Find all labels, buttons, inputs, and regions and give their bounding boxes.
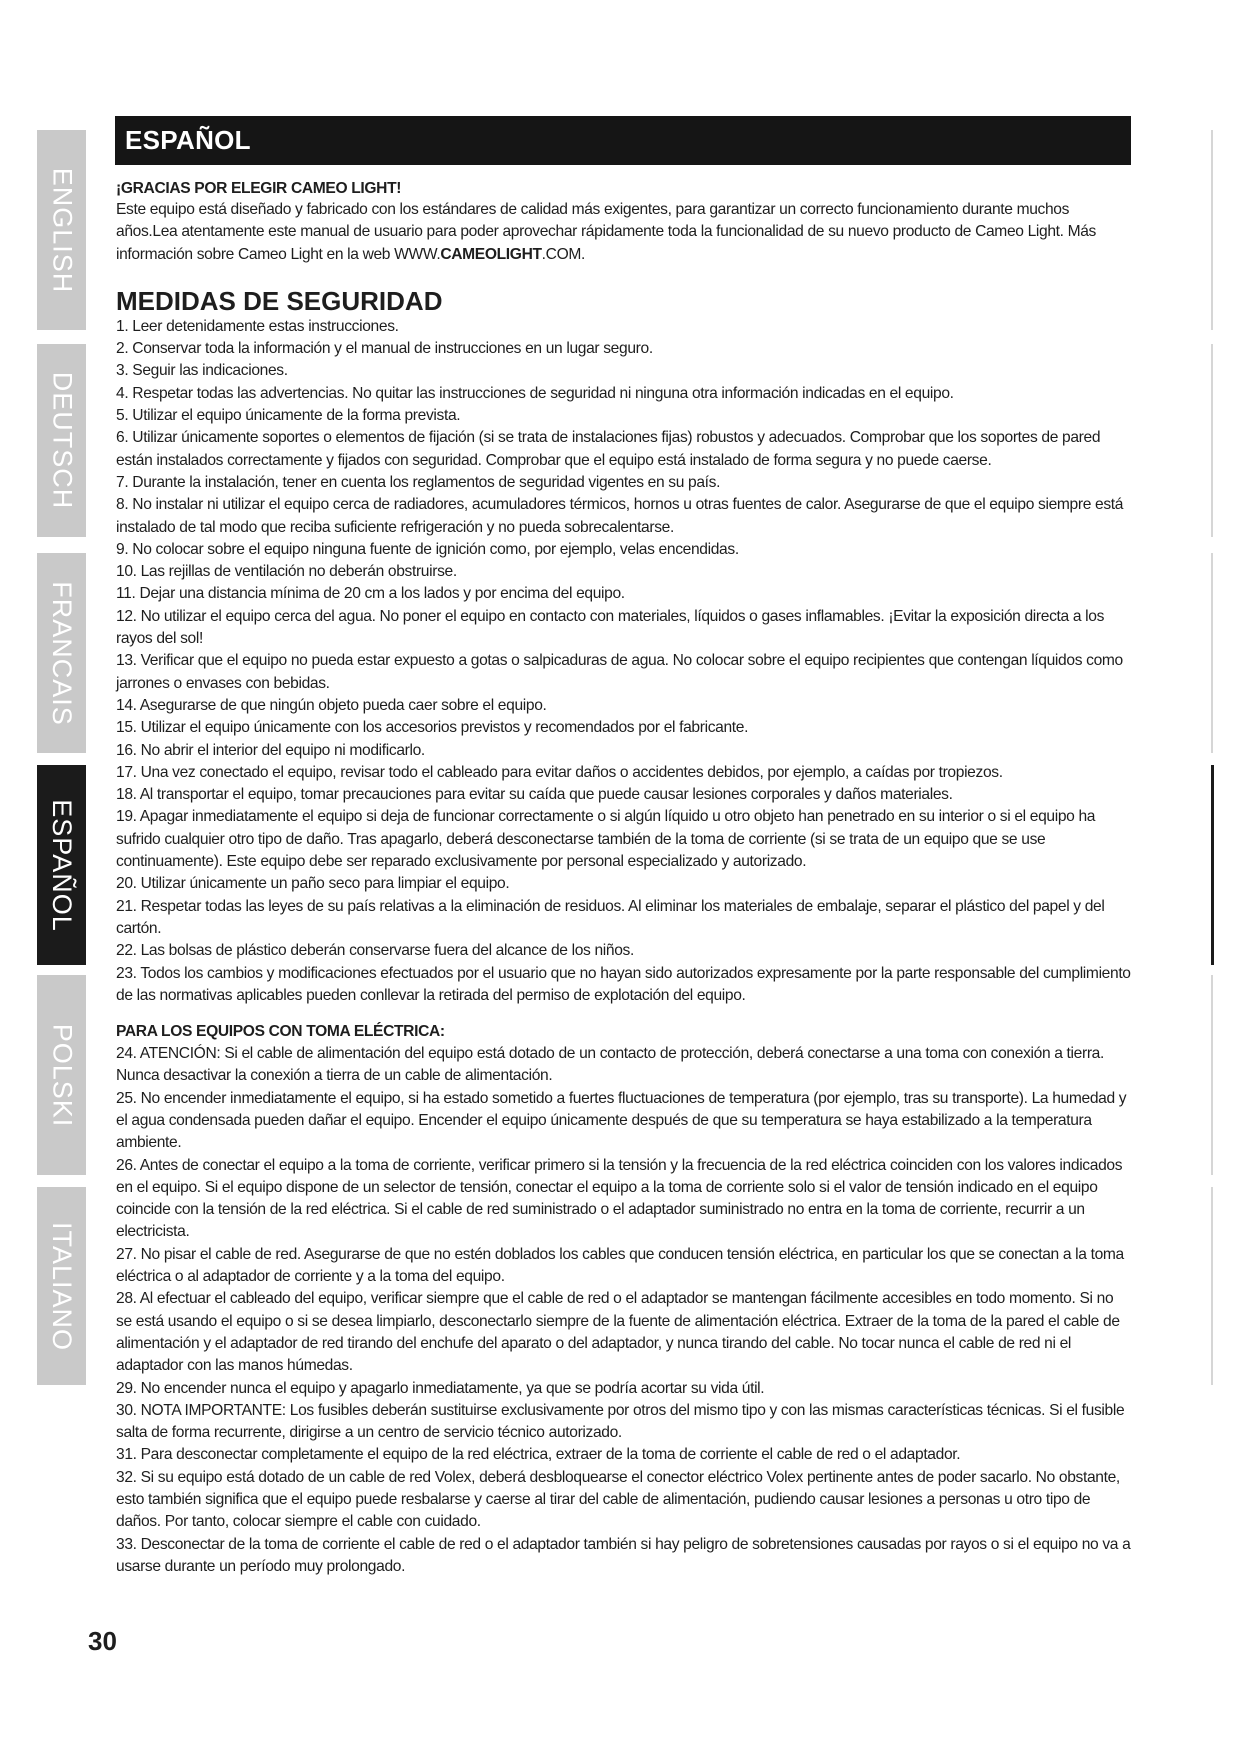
tab-italiano[interactable]: [37, 1187, 86, 1385]
list-item: 25. No encender inmediatamente el equipo, si ha estado sometido a fuertes fluctuaciones de temperatura (por ejemplo, tras su transporte). La humedad y el agua condensada pueden dañar el equipo. Encender el equipo únicamente después de que su temperatura se haya estabilizado a la temperatura ambiente.: [116, 1089, 1127, 1152]
tab-deutsch[interactable]: [37, 344, 86, 537]
tab-italiano-label: ITALIANO: [47, 1221, 77, 1351]
section-header-title: ESPAÑOL: [125, 125, 251, 155]
edge-rule-active: [1211, 765, 1214, 965]
list-item: 2. Conservar toda la información y el manual de instrucciones en un lugar seguro.: [116, 340, 653, 358]
tab-english-label: ENGLISH: [47, 167, 78, 293]
list-item: 30. NOTA IMPORTANTE: Los fusibles deberán sustituirse exclusivamente por otros del mismo tipo y con las mismas características técnicas. Si el fusible salta de forma recurrente, dirigirse a un centro de servicio técnico autorizado.: [116, 1401, 1125, 1442]
list-item: 33. Desconectar de la toma de corriente el cable de red o el adaptador también si hay peligro de sobretensiones causadas por rayos o si el equipo no va a usarse durante un período muy prolongado.: [116, 1535, 1131, 1575]
edge-rule: [1211, 553, 1213, 753]
tab-francais[interactable]: [37, 553, 86, 753]
list-item: 23. Todos los cambios y modificaciones efectuados por el usuario que no hayan sido autorizados expresamente por la parte responsable del cumplimiento de las normativas aplicables pueden conllevar la retirada del permiso de explotación del equipo.: [116, 964, 1131, 1004]
tab-deutsch-label: DEUTSCH: [47, 371, 78, 510]
tab-english[interactable]: [37, 130, 86, 330]
electrical-title: PARA LOS EQUIPOS CON TOMA ELÉCTRICA:: [116, 1023, 445, 1041]
electrical-list: [116, 1043, 1132, 1578]
tab-espanol[interactable]: [37, 765, 86, 965]
section-header: [115, 116, 1131, 165]
tab-francais-label: FRANCAIS: [47, 580, 77, 726]
list-item: 31. Para desconectar completamente el equipo de la red eléctrica, extraer de la toma de corriente el cable de red o el adaptador.: [116, 1446, 961, 1464]
tab-polski-label: POLSKI: [47, 1023, 78, 1127]
list-item: 16. No abrir el interior del equipo ni modificarlo.: [116, 741, 425, 759]
list-item: 32. Si su equipo está dotado de un cable de red Volex, deberá desbloquearse el conector eléctrico Volex pertinente antes de poder sacarlo. No obstante, esto también significa que el equipo puede resbalarse y caerse al tirar del cable de alimentación, pudiendo causar lesiones a personas u otro tipo de daños. Por tanto, colocar siempre el cable con cuidado.: [116, 1468, 1120, 1531]
list-item: 28. Al efectuar el cableado del equipo, verificar siempre que el cable de red o el adaptador se mantengan fácilmente accesibles en todo momento. Si no se está usando el equipo o si se desea limpiarlo, desconectarlo siempre de la fuente de alimentación eléctrica. Extraer de la toma de la pared el cable de alimentación y el adaptador de red tirando del enchufe del aparato o del adaptador, y nunca tirando del cable. No tocar nunca el cable de red ni el adaptador con las manos húmedas.: [116, 1290, 1120, 1375]
list-item: 15. Utilizar el equipo únicamente con los accesorios previstos y recomendados por el fabricante.: [116, 719, 749, 737]
list-item: 7. Durante la instalación, tener en cuenta los reglamentos de seguridad vigentes en su país.: [116, 473, 721, 491]
tab-espanol-label: ESPAÑOL: [47, 798, 77, 932]
list-item: 11. Dejar una distancia mínima de 20 cm a los lados y por encima del equipo.: [116, 585, 625, 603]
list-item: 1. Leer detenidamente estas instrucciones.: [116, 317, 399, 335]
list-item: 5. Utilizar el equipo únicamente de la forma prevista.: [116, 407, 461, 425]
intro-paragraph: [116, 199, 1132, 266]
list-item: 20. Utilizar únicamente un paño seco para limpiar el equipo.: [116, 875, 510, 893]
edge-rule: [1211, 975, 1213, 1175]
edge-rule: [1211, 344, 1213, 537]
list-item: 14. Asegurarse de que ningún objeto pueda caer sobre el equipo.: [116, 696, 547, 714]
edge-rule: [1211, 1187, 1213, 1385]
list-item: 24. ATENCIÓN: Si el cable de alimentación del equipo está dotado de un contacto de protección, deberá conectarse a una toma con conexión a tierra. Nunca desactivar la conexión a tierra de un cable de alimentación.: [116, 1045, 1104, 1085]
list-item: 19. Apagar inmediatamente el equipo si deja de funcionar correctamente o si algún líquido u otro objeto han penetrado en su interior o si el equipo ha sufrido cualquier otro tipo de daño. Tras apagarlo, deberá desconectarse también de la toma de corriente (si se trata de un equipo que se use continuamente). Este equipo debe ser reparado exclusivamente por personal especializado y autorizado.: [116, 808, 1096, 871]
main-content: [116, 179, 1132, 1578]
list-item: 21. Respetar todas las leyes de su país relativas a la eliminación de residuos. Al eliminar los materiales de embalaje, separar el plástico del papel y del cartón.: [116, 897, 1105, 937]
list-item: 9. No colocar sobre el equipo ninguna fuente de ignición como, por ejemplo, velas encendidas.: [116, 540, 739, 558]
list-item: 4. Respetar todas las advertencias. No quitar las instrucciones de seguridad ni ninguna otra información indicadas en el equipo.: [116, 384, 954, 402]
intro-title: ¡GRACIAS POR ELEGIR CAMEO LIGHT!: [116, 180, 402, 197]
list-item: 18. Al transportar el equipo, tomar precauciones para evitar su caída que puede causar lesiones corporales y daños materiales.: [116, 786, 953, 804]
list-item: 17. Una vez conectado el equipo, revisar todo el cableado para evitar daños o accidentes debidos, por ejemplo, a caídas por tropiezos.: [116, 763, 1003, 781]
intro-text: Este equipo está diseñado y fabricado con los estándares de calidad más exigentes, para garantizar un correcto funcionamiento durante muchos años.Lea atentamente este manual de usuario para poder aprovechar rápidamente toda la funcionalidad de su nuevo producto de Cameo Light. Más información sobre Cameo Light en la web WWW.: [116, 201, 1097, 263]
list-item: 8. No instalar ni utilizar el equipo cerca de radiadores, acumuladores térmicos, hornos u otras fuentes de calor. Asegurarse de que el equipo siempre está instalado de tal modo que reciba suficiente refrigeración y no pueda sobrecalentarse.: [116, 496, 1124, 536]
safety-title: MEDIDAS DE SEGURIDAD: [116, 285, 443, 316]
list-item: 12. No utilizar el equipo cerca del agua. No poner el equipo en contacto con materiales, líquidos o gases inflamables. ¡Evitar la exposición directa a los rayos del sol!: [116, 607, 1105, 648]
list-item: 3. Seguir las indicaciones.: [116, 362, 288, 380]
list-item: 22. Las bolsas de plástico deberán conservarse fuera del alcance de los niños.: [116, 942, 634, 960]
website-suffix: .COM.: [541, 245, 585, 263]
edge-rule: [1211, 130, 1213, 330]
list-item: 10. Las rejillas de ventilación no deberán obstruirse.: [116, 563, 457, 581]
page-number: 30: [88, 1626, 117, 1656]
safety-list: [116, 316, 1132, 1007]
list-item: 13. Verificar que el equipo no pueda estar expuesto a gotas o salpicaduras de agua. No colocar sobre el equipo recipientes que contengan líquidos como jarrones o envases con bebidas.: [116, 652, 1123, 692]
list-item: 26. Antes de conectar el equipo a la toma de corriente, verificar primero si la tensión y la frecuencia de la red eléctrica coinciden con los valores indicados en el equipo. Si el equipo dispone de un selector de tensión, conectar el equipo a la toma de corriente solo si el valor de tensión indicado en el equipo coincide con la tensión de la red eléctrica. Si el cable de red suministrado o el adaptador suministrado no entra en la toma de corriente, recurrir a un electricista.: [116, 1156, 1123, 1241]
website-name: CAMEOLIGHT: [440, 245, 542, 263]
list-item: 27. No pisar el cable de red. Asegurarse de que no estén doblados los cables que conducen tensión eléctrica, en particular los que se conectan a la toma eléctrica o al adaptador de corriente y a la toma del equipo.: [116, 1245, 1124, 1286]
list-item: 29. No encender nunca el equipo y apagarlo inmediatamente, ya que se podría acortar su vida útil.: [116, 1379, 765, 1397]
tab-polski[interactable]: [37, 975, 86, 1175]
list-item: 6. Utilizar únicamente soportes o elementos de fijación (si se trata de instalaciones fijas) robustos y adecuados. Comprobar que los soportes de pared están instalados correctamente y fijados con seguridad. Comprobar que el equipo está instalado de forma segura y no puede caerse.: [116, 429, 1101, 469]
